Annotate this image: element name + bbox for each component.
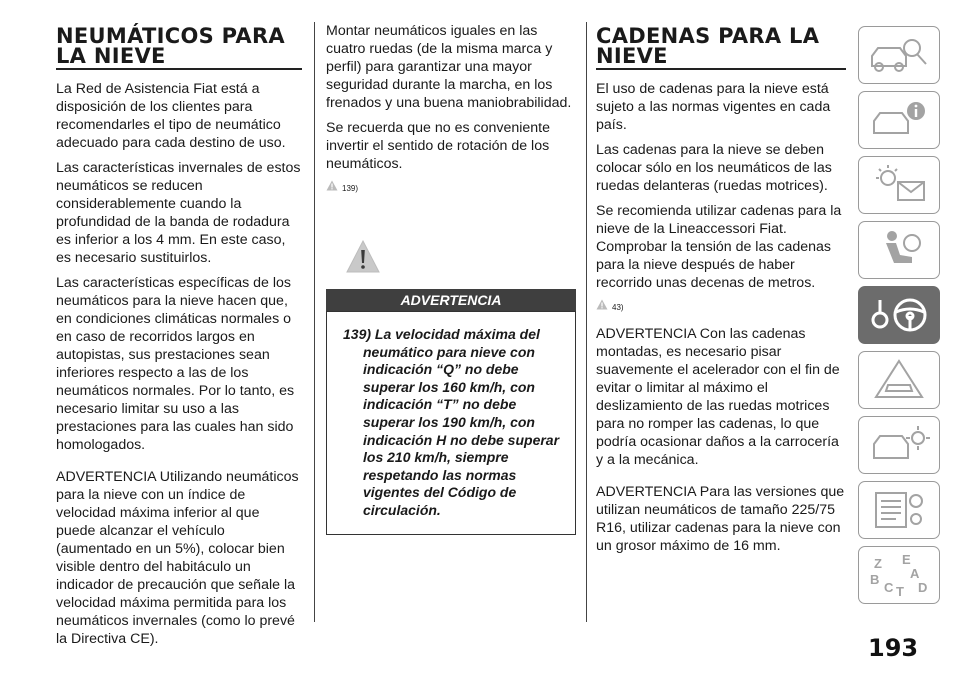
tab-airbag-seat[interactable]: [858, 221, 940, 279]
paragraph: El uso de cadenas para la nieve está sujeto a las normas vigentes en cada país.: [596, 81, 831, 133]
paragraph: Se recuerda que no es conveniente invertir el sentido de rotación de los neumáticos.: [326, 120, 551, 172]
paragraph: Las cadenas para la nieve se deben colocar sólo en los neumáticos de las ruedas delanteras (ruedas motrices).: [596, 142, 832, 194]
car-info-icon: [866, 97, 932, 143]
small-warning-icon: [596, 299, 608, 310]
column-divider: [586, 22, 587, 622]
snow-tyres-section: [56, 0, 302, 655]
light-mail-icon: [866, 162, 932, 208]
tab-car-warning[interactable]: [858, 351, 940, 409]
index-letter: C: [884, 580, 894, 595]
snow-tyres-title: NEUMÁTICOS PARA LA NIEVE: [56, 26, 302, 70]
warning-reference[interactable]: 139): [326, 180, 576, 198]
tab-car-info[interactable]: [858, 91, 940, 149]
paragraph: La Red de Asistencia Fiat está a disposición de los clientes para recomendarles el tipo de neumático adecuado para cada destino de uso.: [56, 81, 286, 151]
tab-car-tools[interactable]: [858, 416, 940, 474]
paragraph: Montar neumáticos iguales en las cuatro ruedas (de la misma marca y perfil) para garantizar una mayor seguridad durante la marcha, en los frenados y una buena maniobrabilidad.: [326, 23, 572, 111]
tab-alphabet-index[interactable]: [858, 546, 940, 604]
index-letter: T: [896, 584, 904, 598]
paragraph: ADVERTENCIA Con las cadenas montadas, es necesario pisar suavemente el acelerador con el fin de evitar o limitar al máximo el deslizamiento de las ruedas motrices para no romper las cadenas, lo que podría ocasionar daños a la carrocería y a la mecánica.: [596, 326, 840, 468]
airbag-seat-icon: [866, 227, 932, 273]
tyre-mounting-section: [326, 0, 576, 535]
car-search-icon: [866, 32, 932, 78]
tab-list-settings[interactable]: [858, 481, 940, 539]
tab-key-steering-wheel[interactable]: [858, 286, 940, 344]
index-letter: Z: [874, 556, 882, 571]
warning-reference[interactable]: 43): [596, 299, 846, 317]
paragraph: Las características invernales de estos neumáticos se reducen considerablemente cuando la profundidad de la banda de rodadura es inferior a los 4 mm. En este caso, es necesario sustituirlos.: [56, 160, 301, 266]
tab-car-search[interactable]: [858, 26, 940, 84]
alphabet-index-icon: [866, 552, 932, 598]
paragraph: Las características específicas de los neumáticos para la nieve hacen que, en condiciones climáticas normales o en caso de recorridos largos en autopistas, sus prestaciones sean inferiores respecto a las de los neumáticos normales. Por lo tanto, es necesario limitar su uso a las prestaciones para las cuales han sido homologados.: [56, 275, 295, 453]
index-letter: E: [902, 552, 911, 567]
index-letter: D: [918, 580, 928, 595]
warning-triangle-icon: [346, 240, 380, 274]
column-divider: [314, 22, 315, 622]
warning-text: 139) La velocidad máxima del neumático para nieve con indicación “Q” no debe superar los 160 km/h, con indicación “T” no debe superar los 190 km/h, con indicación H no debe superar los 210 km/h, siempre respetando las normas vigentes del Código de circulación.: [343, 326, 560, 518]
snow-chains-title: CADENAS PARA LA NIEVE: [596, 26, 846, 70]
key-steering-wheel-icon: [866, 292, 932, 338]
list-settings-icon: [866, 487, 932, 533]
index-letter: B: [870, 572, 880, 587]
car-tools-icon: [866, 422, 932, 468]
small-warning-icon: [326, 180, 338, 191]
warning-box: [326, 311, 576, 535]
paragraph: ADVERTENCIA Para las versiones que utilizan neumáticos de tamaño 225/75 R16, utilizar cadenas para la nieve con un grosor máximo de 16 mm.: [596, 484, 845, 554]
tab-light-mail[interactable]: [858, 156, 940, 214]
paragraph: ADVERTENCIA Utilizando neumáticos para la nieve con un índice de velocidad máxima inferior al que puede alcanzar el vehículo (aumentado en un 5%), colocar bien visible dentro del habitáculo un indicador de precaución que señale la velocidad máxima permitida para los neumáticos invernales (como lo prevé la Directiva CE).: [56, 469, 299, 647]
car-warning-icon: [866, 357, 932, 403]
index-letter: A: [910, 566, 920, 581]
chapter-tabs: [858, 26, 960, 611]
page-number: 193: [868, 634, 919, 662]
snow-chains-section: [596, 0, 846, 562]
warning-heading: ADVERTENCIA: [326, 289, 576, 311]
paragraph: Se recomienda utilizar cadenas para la nieve de la Lineaccessori Fiat. Comprobar la tensión de las cadenas para la nieve después de haber recorrido unas decenas de metros.: [596, 203, 842, 291]
